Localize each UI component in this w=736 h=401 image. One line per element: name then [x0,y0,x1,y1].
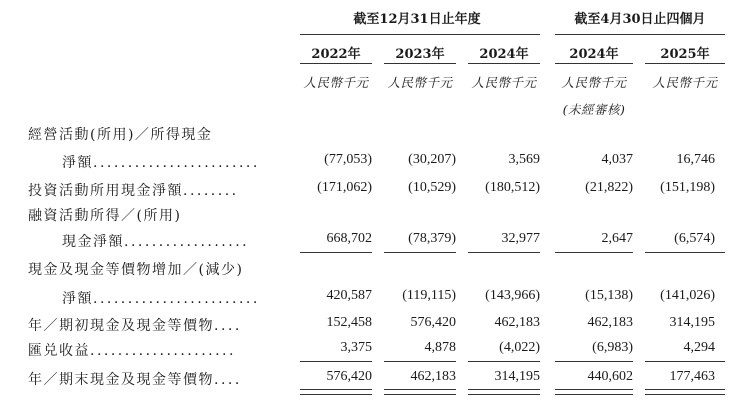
unit-label: 人民幣千元 [652,75,718,90]
table-cell: 576,420 [326,369,372,384]
table-cell: 3,569 [508,152,540,167]
row-label-operating: 淨額........................ [62,155,260,171]
table-cell: 462,183 [494,315,540,330]
row-label-net-change-line1: 現金及現金等價物增加／(減少) [28,262,244,278]
row-label-net-change: 淨額........................ [62,291,260,307]
row-label-financing-line1: 融資活動所得／(所用) [28,208,182,224]
year-header-2025-interim: 2025年 [660,47,710,62]
year-header-2024-interim: 2024年 [569,47,619,62]
row-label-financing: 現金淨額.................. [62,234,250,250]
row-label-investing: 投資活動所用現金淨額........ [28,183,239,199]
table-cell: 4,878 [424,340,456,355]
table-cell: (151,198) [660,180,715,195]
table-cell: (6,983) [592,340,633,355]
year-header-2024: 2024年 [479,47,529,62]
subtotal-rule [555,361,633,362]
table-cell: 4,294 [683,340,715,355]
table-cell: 668,702 [326,231,372,246]
table-cell: 440,602 [587,369,633,384]
subtotal-rule [645,252,725,253]
table-cell: (171,062) [317,180,372,195]
unit-label: 人民幣千元 [561,75,627,90]
table-cell: 152,458 [326,315,372,330]
header-rule-annual [300,34,540,35]
table-cell: 314,195 [494,369,540,384]
table-cell: (15,138) [585,288,633,303]
header-rule-four-months [555,34,725,35]
total-double-rule [468,389,540,395]
row-label-opening-balance: 年／期初現金及現金等價物.... [28,318,242,334]
year-rule [645,63,725,64]
total-double-rule [384,389,456,395]
table-cell: (10,529) [408,180,456,195]
period-group-annual: 截至12月31日止年度 [353,12,481,27]
year-rule [555,63,633,64]
year-rule [300,63,372,64]
table-cell: (180,512) [485,180,540,195]
year-header-2023: 2023年 [395,47,445,62]
table-cell: 314,195 [669,315,715,330]
row-label-operating-line1: 經營活動(所用)／所得現金 [28,127,213,143]
subtotal-rule [468,361,540,362]
table-cell: 2,647 [601,231,633,246]
table-cell: (30,207) [408,152,456,167]
year-rule [384,63,456,64]
subtotal-rule [555,252,633,253]
total-double-rule [645,389,725,395]
table-cell: 4,037 [601,152,633,167]
table-cell: (143,966) [485,288,540,303]
unaudited-label: (未經審核) [562,102,626,117]
table-cell: (21,822) [585,180,633,195]
table-cell: (4,022) [499,340,540,355]
table-cell: 462,183 [410,369,456,384]
table-cell: 576,420 [410,315,456,330]
unit-label: 人民幣千元 [303,75,369,90]
table-cell: (77,053) [324,152,372,167]
table-cell: (119,115) [402,288,456,303]
table-cell: (6,574) [674,231,715,246]
table-cell: 16,746 [676,152,715,167]
row-label-fx-gain: 匯兑收益..................... [28,343,236,359]
table-cell: (141,026) [660,288,715,303]
total-double-rule [555,389,633,395]
table-cell: 177,463 [669,369,715,384]
subtotal-rule [645,361,725,362]
table-cell: 420,587 [326,288,372,303]
row-label-closing-balance: 年／期末現金及現金等價物.... [28,372,242,388]
subtotal-rule [384,361,456,362]
year-rule [468,63,540,64]
year-header-2022: 2022年 [311,47,361,62]
subtotal-rule [300,252,372,253]
table-cell: 462,183 [587,315,633,330]
unit-label: 人民幣千元 [471,75,537,90]
subtotal-rule [468,252,540,253]
period-group-four-months: 截至4月30日止四個月 [574,12,706,27]
table-cell: 3,375 [340,340,372,355]
subtotal-rule [300,361,372,362]
unit-label: 人民幣千元 [387,75,453,90]
table-cell: 32,977 [501,231,540,246]
subtotal-rule [384,252,456,253]
table-cell: (78,379) [408,231,456,246]
total-double-rule [300,389,372,395]
